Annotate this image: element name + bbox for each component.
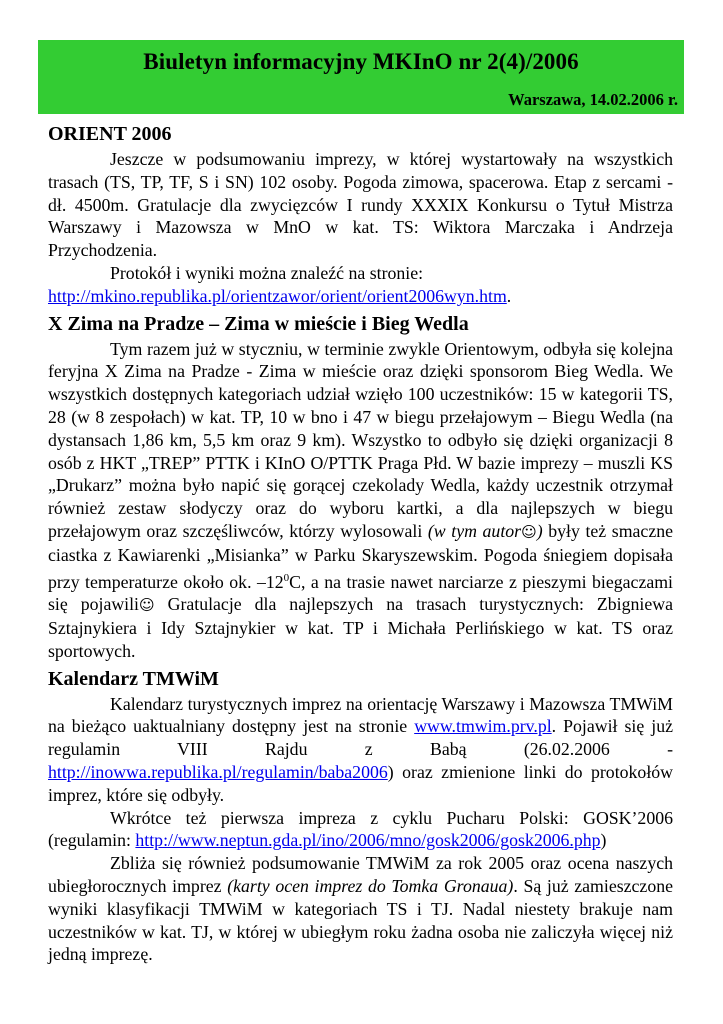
document-body — [48, 118, 673, 966]
kalendarz-p3-italic: (karty ocen imprez do Tomka Gronaua) — [227, 876, 514, 897]
kalendarz-paragraph-3 — [48, 852, 673, 966]
zima-italic-close: ) — [536, 520, 543, 541]
orient-results-link[interactable]: http://mkino.republika.pl/orientzawor/orient/orient2006wyn.htm — [48, 285, 507, 306]
zima-paragraph — [48, 338, 673, 663]
bulletin-title: Biuletyn informacyjny MKInO nr 2(4)/2006 — [143, 49, 579, 74]
section-zima — [48, 310, 673, 663]
kalendarz-p1-text-b: . Pojawił się już regulamin VIII Rajdu z Babą (26.02.2006 - — [48, 716, 673, 760]
baba-regulamin-link[interactable]: http://inowwa.republika.pl/regulamin/baba2006 — [48, 762, 388, 783]
tmwim-link[interactable]: www.tmwim.prv.pl — [414, 716, 552, 737]
zima-italic-note-text: (w tym autor — [427, 520, 522, 541]
bulletin-date: Warszawa, 14.02.2006 r. — [508, 90, 678, 109]
kalendarz-p1-text-a: Kalendarz turystycznych imprez na orientację Warszawy i Mazowsza TMWiM na bieżąco uaktualniany dostępny jest na stronie — [48, 693, 673, 737]
kalendarz-p3-text-a: Zbliża się również podsumowanie TMWiM za rok 2005 oraz ocena naszych ubiegłorocznych imprez — [48, 853, 673, 897]
kalendarz-paragraph-2 — [48, 807, 673, 853]
orient-protocol-text: Protokół i wyniki można znaleźć na stronie: — [110, 262, 424, 283]
kalendarz-p1-text-c: ) oraz zmienione linki do protokołów imprez, które się odbyły. — [48, 762, 673, 805]
gosk-regulamin-link[interactable]: http://www.neptun.gda.pl/ino/2006/mno/gosk2006/gosk2006.php — [135, 830, 601, 851]
kalendarz-p2-text-b: ) — [600, 830, 607, 851]
zima-text-a: Tym razem już w styczniu, w terminie zwykle Orientowym, odbyła się kolejna feryjna X Zima na Pradze - Zima w mieście oraz dzięki sponsorom Bieg Wedla. We wszystkich dostępnych kategoriach udział wzięło 100 uczestników: 15 w kategorii TS, 28 (w 8 zespołach) w kat. TP, 10 w bno i 47 w biegu przełajowym – Biegu Wedla (na dystansach 1,86 km, 5,5 km oraz 9 km). Wszystko to odbyło się dzięki organizacji 8 osób z HKT „TREP” PTTK i KInO O/PTTK Praga Płd. W bazie imprezy – muszli KS „Drukarz” można było napić się gorącej czekolady Wedla, każdy uczestnik otrzymał również zestaw słodyczy oraz do wyboru kartki, a dla najlepszych w biegu przełajowym oraz szczęśliwców, którzy wylosowali — [48, 338, 673, 541]
orient-paragraph: Jeszcze w podsumowaniu imprezy, w której wystartowały na wszystkich trasach (TS, TP, TF, S i SN) 102 osoby. Pogoda zimowa, spacerowa. Etap z sercami - dł. 4500m. Gratulacje dla zwycięzców I rundy XXXIX Konkursu o Tytuł Mistrza Warszawy i Mazowsza w MnO w kat. TS: Wiktora Marczaka i Andrzeja Przychodzenia. — [48, 149, 673, 261]
kalendarz-p2-text-a: Wkrótce też pierwsza impreza z cyklu Pucharu Polski: GOSK’2006 (regulamin: — [48, 807, 673, 851]
zima-text-b: były też smaczne ciastka z Kawiarenki „Misianka” w Parku Skaryszewskim. Pogoda śniegiem dopisała przy temperaturze około ok. –12 — [48, 520, 673, 592]
degree-superscript: 0 — [283, 571, 290, 584]
section-orient — [48, 120, 673, 308]
section-heading-zima: X Zima na Pradze – Zima w mieście i Bieg Wedla — [48, 312, 469, 335]
kalendarz-p3-text-b: . Są już zamieszczone wyniki klasyfikacji TMWiM w kategoriach TS i TJ. Nadal niestety brakuje nam uczestników w kat. TJ, w której w ubiegłym roku żadna osoba nie zaliczyła więcej niż jedną imprezę. — [48, 876, 673, 965]
smiley-icon: ☺ — [139, 596, 155, 615]
zima-text-d: Gratulacje dla najlepszych na trasach turystycznych: Zbigniewa Sztajnykiera i Idy Sztajnykier w kat. TP i Michała Perlińskiego w kat. TS oraz sportowych. — [48, 594, 673, 661]
section-heading-kalendarz: Kalendarz TMWiM — [48, 667, 219, 690]
header-banner — [38, 40, 684, 114]
orient-link-line — [48, 285, 673, 308]
zima-text-c: C, a na trasie nawet narciarze z pieszymi biegaczami się pojawili — [48, 571, 673, 615]
zima-italic-note — [428, 521, 543, 541]
section-kalendarz — [48, 665, 673, 967]
kalendarz-paragraph-1 — [48, 693, 673, 807]
smiley-icon: ☺ — [521, 522, 537, 541]
orient-link-suffix: . — [506, 285, 512, 306]
section-heading-orient: ORIENT 2006 — [48, 123, 172, 145]
